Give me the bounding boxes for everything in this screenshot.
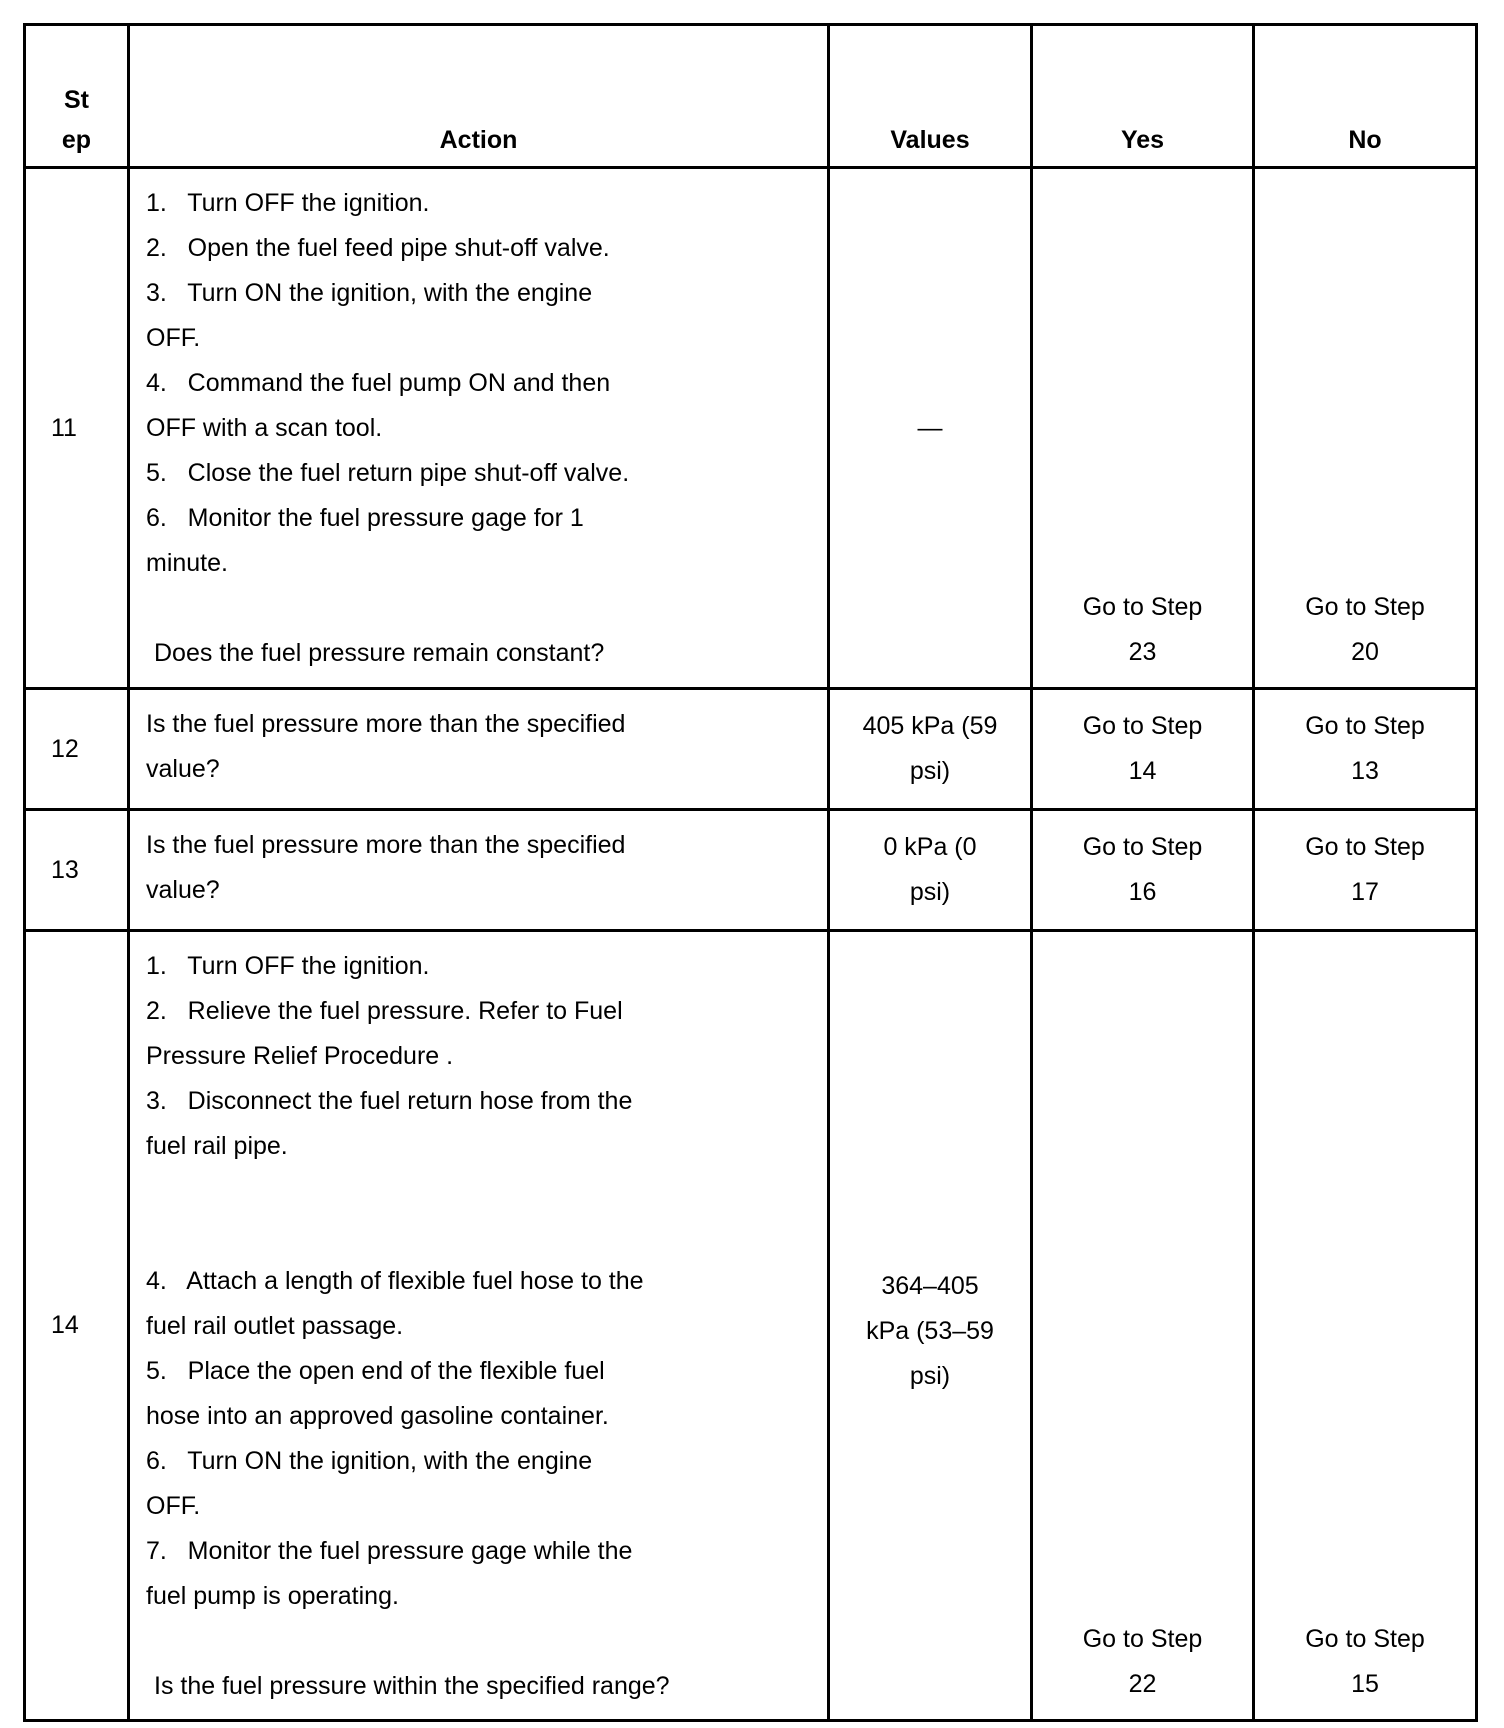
action-line: 5. Close the fuel return pipe shut-off valve. [146,459,630,487]
value-cell [829,810,1032,931]
yes-line: Go to Step [1082,593,1203,621]
yes-line: Go to Step [1082,1625,1203,1653]
action-line: 3. Disconnect the fuel return hose from the [146,1087,633,1115]
header-step-line-1: St [64,86,89,114]
action-line: OFF. [146,1492,201,1520]
step-number: 11 [25,168,129,689]
no-line: 15 [1351,1670,1379,1698]
no-line: 13 [1351,757,1379,785]
no-line: Go to Step [1305,593,1425,621]
value-line: 0 kPa (0 [883,833,977,861]
spacer [146,586,813,631]
action-line: hose into an approved gasoline container. [146,1402,609,1430]
action-line: 1. Turn OFF the ignition. [146,952,430,980]
value-line: kPa (53–59 [866,1317,994,1345]
value-line: psi) [909,757,951,785]
header-values: Values [829,25,1032,168]
header-action: Action [129,25,829,168]
action-line: Is the fuel pressure more than the specified [146,710,626,738]
action-cell [129,168,829,689]
no-cell [1254,931,1477,1721]
no-line: 20 [1351,638,1379,666]
table-row-step-13 [25,810,1477,931]
value-cell [829,931,1032,1721]
action-cell [129,810,829,931]
action-line: 4. Command the fuel pump ON and then [146,369,611,397]
action-line: Pressure Relief Procedure . [146,1042,454,1070]
header-step-line-2: ep [61,126,92,154]
action-line: 4. Attach a length of flexible fuel hose to the [146,1267,644,1295]
header-row [25,25,1477,168]
yes-cell [1032,931,1254,1721]
step-number: 12 [25,689,129,810]
action-line: OFF. [146,324,201,352]
action-line: 6. Turn ON the ignition, with the engine [146,1447,593,1475]
no-cell [1254,689,1477,810]
value-cell [829,168,1032,689]
header-no: No [1254,25,1477,168]
action-line: OFF with a scan tool. [146,414,383,442]
action-line: 1. Turn OFF the ignition. [146,189,430,217]
action-line: 3. Turn ON the ignition, with the engine [146,279,593,307]
no-cell [1254,810,1477,931]
action-line: Is the fuel pressure more than the specified [146,831,626,859]
header-yes: Yes [1032,25,1254,168]
value-line: 405 kPa (59 [862,712,998,740]
header-step [25,25,129,168]
diagnostic-table [23,23,1478,1722]
no-cell [1254,168,1477,689]
yes-line: 23 [1128,638,1157,666]
no-line: Go to Step [1305,1625,1425,1653]
action-line: 5. Place the open end of the flexible fuel [146,1357,605,1385]
spacer [146,1169,813,1214]
yes-line: Go to Step [1082,712,1203,740]
action-line: fuel rail pipe. [146,1132,288,1160]
yes-line: 22 [1128,1670,1157,1698]
action-line: fuel pump is operating. [146,1582,399,1610]
yes-line: 14 [1128,757,1157,785]
no-line: Go to Step [1305,712,1425,740]
no-line: 17 [1351,878,1379,906]
spacer [146,1619,813,1664]
table-row-step-11 [25,168,1477,689]
table-row-step-14 [25,931,1477,1721]
action-line: 2. Open the fuel feed pipe shut-off valve. [146,234,610,262]
action-line: minute. [146,549,228,577]
value-line: — [917,413,943,442]
yes-line: Go to Step [1082,833,1203,861]
action-line: 7. Monitor the fuel pressure gage while the [146,1537,633,1565]
action-question: Does the fuel pressure remain constant? [154,639,605,667]
yes-cell [1032,689,1254,810]
yes-line: 16 [1128,878,1157,906]
value-line: psi) [909,878,951,906]
no-line: Go to Step [1305,833,1425,861]
action-line: value? [146,755,220,783]
action-line: value? [146,876,220,904]
action-cell [129,931,829,1721]
value-line: psi) [909,1362,951,1390]
action-question: Is the fuel pressure within the specified range? [154,1672,670,1700]
step-number: 14 [25,931,129,1721]
action-cell [129,689,829,810]
spacer [146,1214,813,1259]
yes-cell [1032,810,1254,931]
action-line: 2. Relieve the fuel pressure. Refer to Fuel [146,997,623,1025]
table-row-step-12 [25,689,1477,810]
value-line: 364–405 [881,1272,979,1300]
yes-cell [1032,168,1254,689]
value-cell [829,689,1032,810]
action-line: 6. Monitor the fuel pressure gage for 1 [146,504,584,532]
action-line: fuel rail outlet passage. [146,1312,404,1340]
step-number: 13 [25,810,129,931]
